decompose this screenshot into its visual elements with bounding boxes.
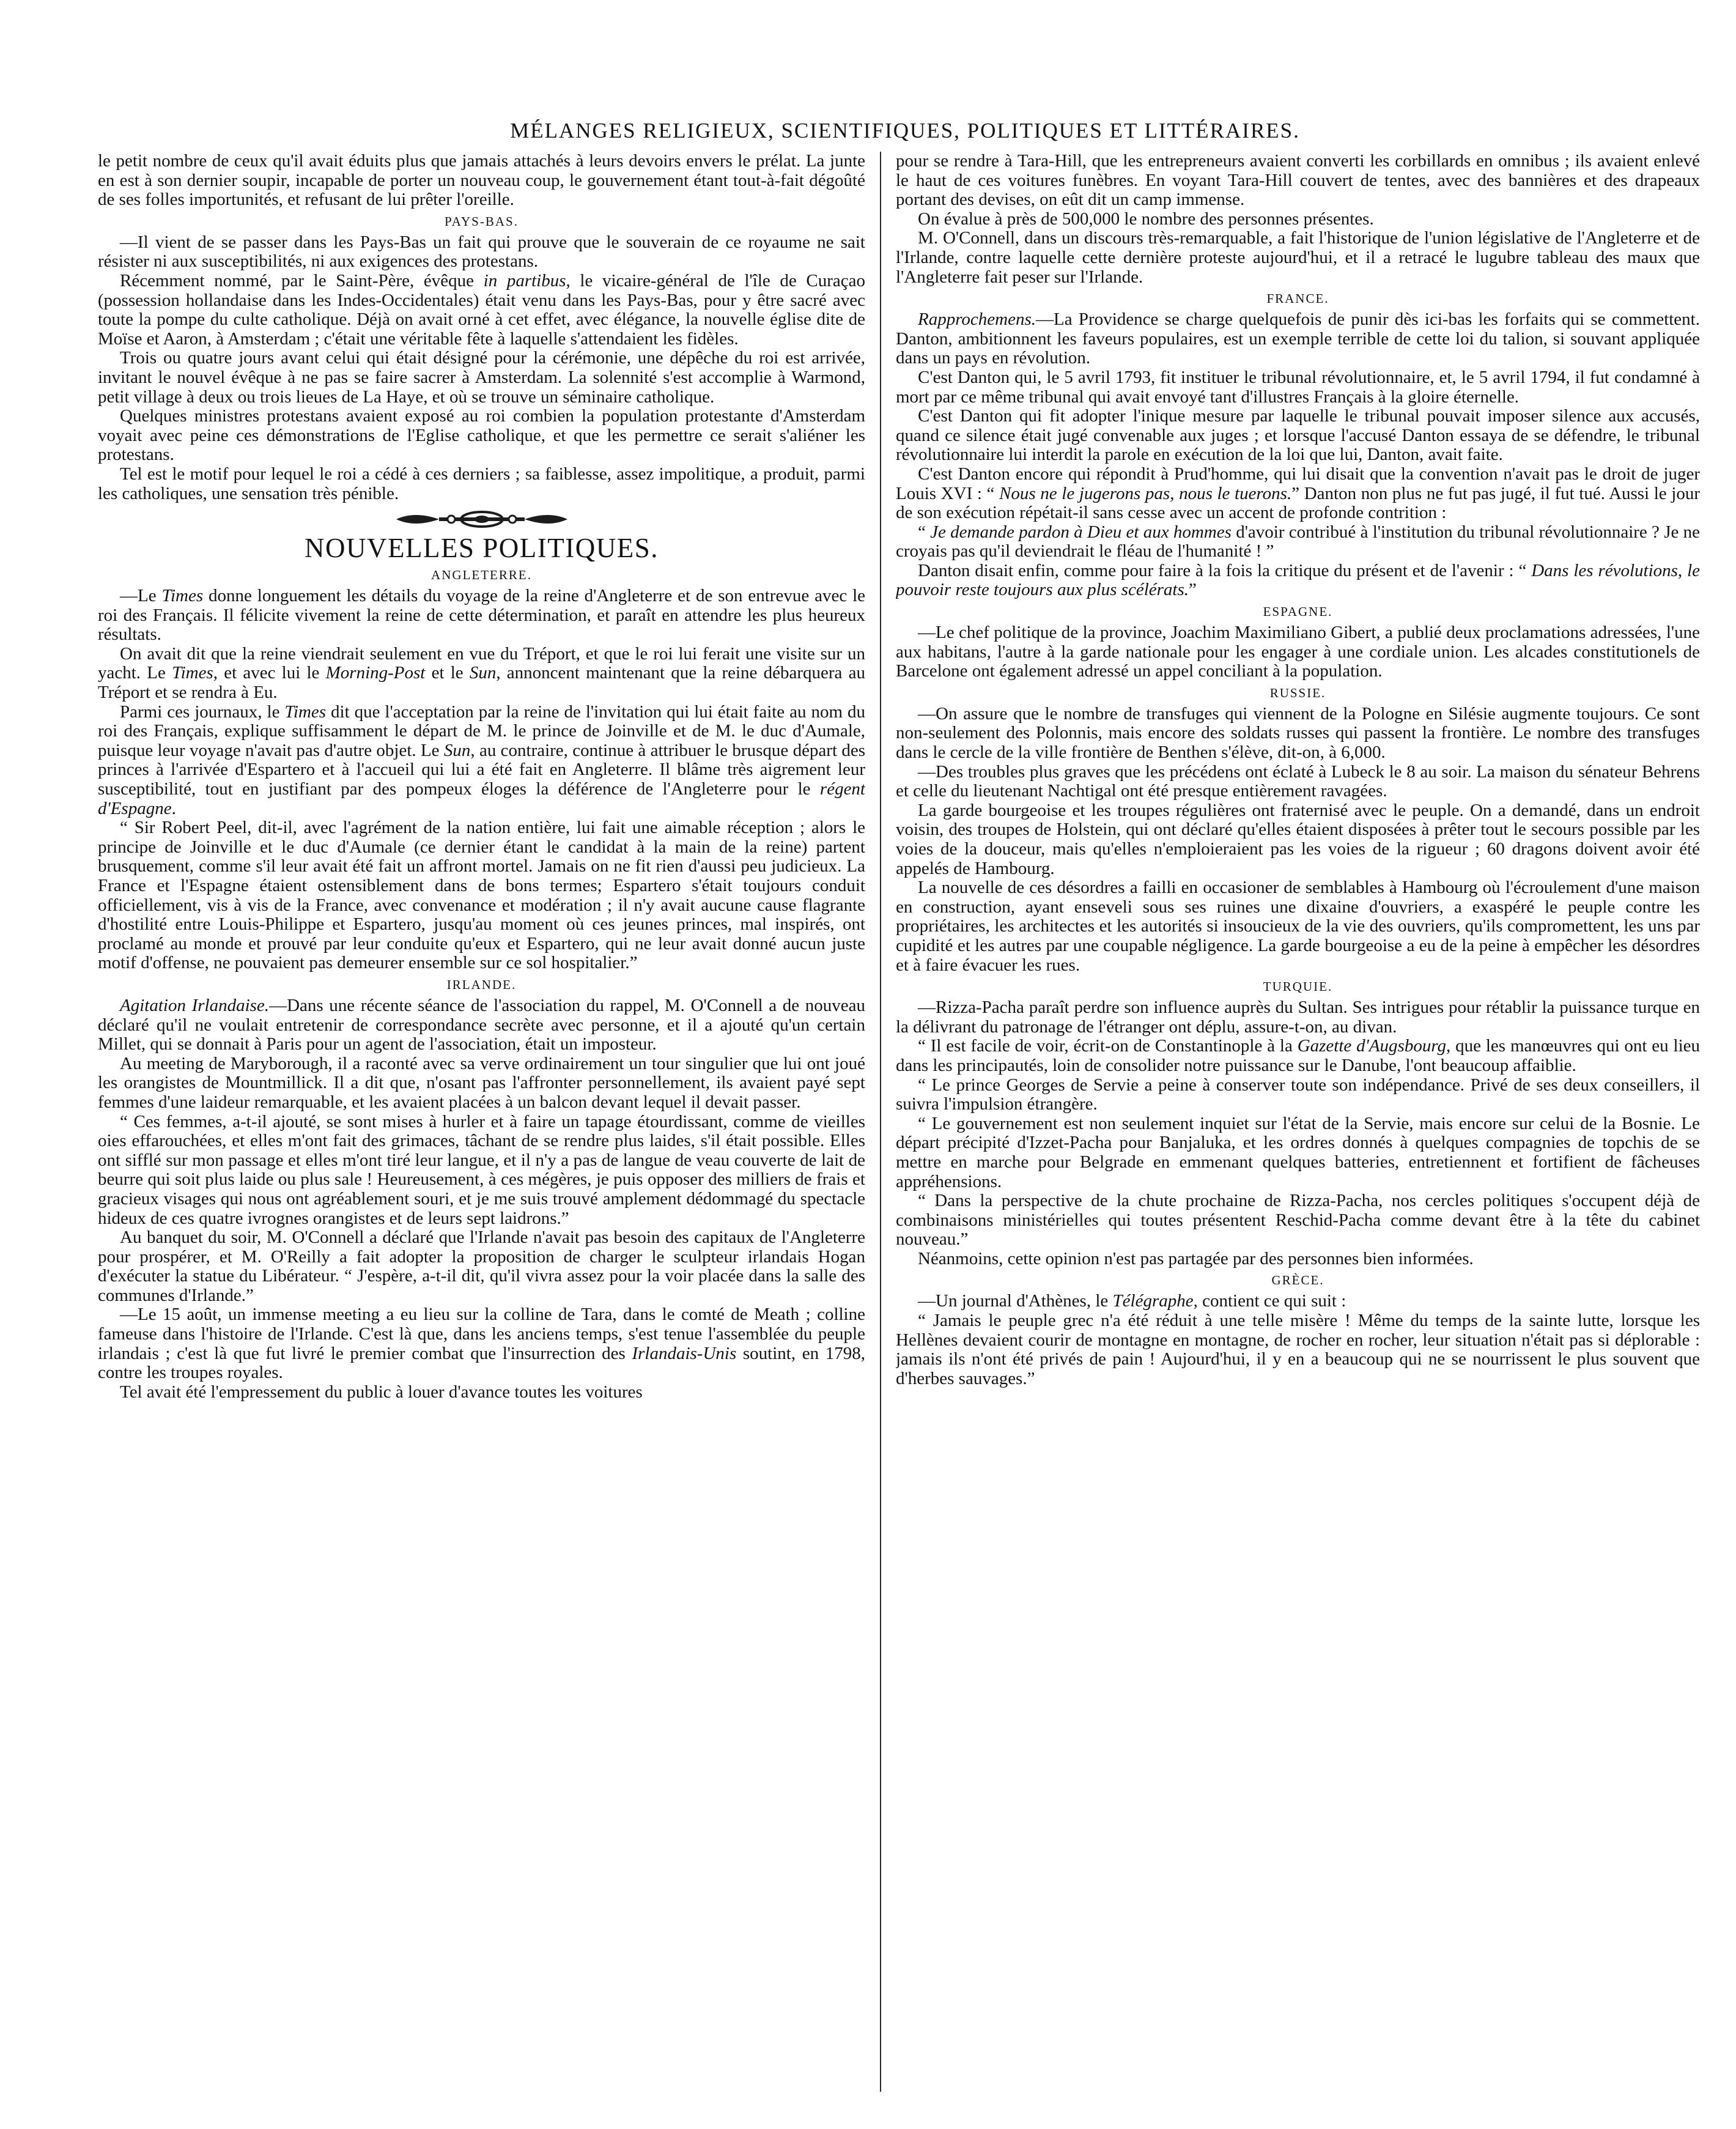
pays-bas-paragraph: —Il vient de se passer dans les Pays-Bas un fait qui prouve que le souverain de ce royaume ne sait résister ni aux susceptibilités, ni aux exigences des protestans. xyxy=(98,232,865,272)
france-paragraph xyxy=(896,465,1700,523)
italic-text: Irlandais-Unis xyxy=(632,1343,737,1363)
text-run: “ Il est facile de voir, écrit-on de Constantinople à la xyxy=(918,1036,1298,1056)
angleterre-paragraph xyxy=(98,703,865,819)
text-run: , au contraire, continue à attribuer le brusque départ des princes à l'arrivée d'Espartero et à l'accueil qui lui a été fait en Angleterre. Il blâme très aigrement leur susceptibilité, tout en justifiant par des pompeux éloges la déférence de l'Angleterre pour le xyxy=(98,740,865,799)
text-run: soutint, en 1798, contre les troupes royales. xyxy=(98,1343,865,1383)
russie-paragraph: —Des troubles plus graves que les précédens ont éclaté à Lubeck le 8 au soir. La maison du sénateur Behrens et celle du lieutenant Nachtigal ont été presque entièrement ravagées. xyxy=(896,761,1700,801)
text-run: Parmi ces journaux, le xyxy=(120,702,285,722)
espagne-paragraph: —Le chef politique de la province, Joachim Maximiliano Gibert, a publié deux proclamations adressées, l'une aux habitans, l'autre à la garde nationale pour les engager à une cordiale union. Les alcades constitutionels de Barcelone ont également adressé un appel conciliant à la population. xyxy=(896,623,1700,681)
page-header: MÉLANGES RELIGIEUX, SCIENTIFIQUES, POLITIQUES ET LITTÉRAIRES. xyxy=(510,119,1300,143)
pays-bas-paragraph: Trois ou quatre jours avant celui qui était désigné pour la cérémonie, une dépêche du roi est arrivée, invitant le nouvel évêque à ne pas se faire sacrer à Amsterdam. La solennité s'est accomplie à Warmond, petit village à deux ou trois lieues de La Haye, et où se trouve un séminaire catholique. xyxy=(98,348,865,407)
pays-bas-paragraph: Tel est le motif pour lequel le roi a cédé à ces derniers ; sa faiblesse, assez impolitique, a produit, parmi les catholiques, une sensation très pénible. xyxy=(98,464,865,503)
russie-paragraph: —On assure que le nombre de transfuges qui viennent de la Pologne en Silésie augmente toujours. Ce sont non-seulement des Polonnis, mais encore des soldats russes qui passent la frontière. Le nombre des transfuges dans le cercle de la ville frontière de Benthen s'élève, dit-on, à 6,000. xyxy=(896,703,1700,763)
italic-text: Je demande pardon à Dieu et aux hommes xyxy=(930,522,1232,542)
angleterre-paragraph xyxy=(98,645,865,703)
italic-text: Gazette d'Augsbourg xyxy=(1297,1036,1447,1056)
turquie-quote: “ Le prince Georges de Servie a peine à conserver toute son indépendance. Privé de ses deux conseillers, il suivra l'impulsion étrangère. xyxy=(896,1075,1700,1114)
italic-text: Morning-Post xyxy=(325,663,426,683)
italic-text: Sun xyxy=(469,663,497,683)
text-run: , que les manœuvres qui ont eu lieu dans les principautés, loin de consolider notre puissance sur le Danube, l'ont beaucoup affaiblie. xyxy=(896,1036,1700,1075)
continued-paragraph: pour se rendre à Tara-Hill, que les entrepreneurs avaient converti les corbillards en omnibus ; ils avaient enlevé le haut de ces voitures funèbres. En voyant Tara-Hill couvert de tentes, avec des bannières et des drapeaux portant des devises, on eût dit un camp immense. xyxy=(896,152,1700,210)
columns xyxy=(98,152,1700,2097)
russie-paragraph: La garde bourgeoise et les troupes régulières ont fraternisé avec le peuple. On a demandé, dans un endroit voisin, des troupes de Holstein, qui ont déclaré qu'elles étaient disposées à prêter tout le secours possible par les voies de la douceur, mais qu'elles n'emploieraient pas les voies de la rigueur ; 60 dragons doivent avoir été appelés de Hambourg. xyxy=(896,800,1700,878)
section-heading-turquie: TURQUIE. xyxy=(1263,979,1333,994)
grece-paragraph xyxy=(896,1292,1700,1311)
text-run: . xyxy=(171,798,176,818)
text-run: dit que l'acceptation par la reine de l'invitation qui lui était faite au nom du roi des Français, explique suffisamment le départ de M. le prince de Joinville et de M. le duc d'Aumale, puisque leur voyage n'avait pas d'autre objet. Le xyxy=(98,702,865,760)
italic-text: régent d'Espagne xyxy=(98,779,865,818)
turquie-quote: “ Dans la perspective de la chute prochaine de Rizza-Pacha, nos cercles politiques s'occupent déjà de combinaisons ministérielles qui toutes présentent Reschid-Pacha comme devant être à la tête du cabinet nouveau.” xyxy=(896,1191,1700,1250)
text-run: On avait dit que la reine viendrait seulement en vue du Tréport, et que le roi lui ferait une visite sur un yacht. Le xyxy=(98,643,865,683)
turquie-paragraph: Néanmoins, cette opinion n'est pas partagée par des personnes bien informées. xyxy=(918,1248,1474,1268)
text-run: , contient ce qui suit : xyxy=(1193,1291,1346,1311)
nouvelles-politiques-title: NOUVELLES POLITIQUES. xyxy=(305,533,659,564)
section-heading-angleterre: ANGLETERRE. xyxy=(431,568,532,583)
france-paragraph: C'est Danton qui fit adopter l'inique mesure par laquelle le tribunal pouvait imposer silence aux accusés, quand ce silence était jugé convenable aux juges ; et lorsque l'accusé Danton essaya de se défendre, le tribunal révolutionnaire lui interdit la parole en exécution de la loi que lui, Danton, avait faite. xyxy=(896,406,1700,465)
text-run: d'avoir contribué à l'institution du tribunal révolutionnaire ? Je ne croyais pas qu'il deviendrait le fléau de l'humanité ! ” xyxy=(896,522,1700,561)
right-column xyxy=(896,152,1700,2097)
section-heading-grece: GRÈCE. xyxy=(1271,1273,1324,1288)
text-run: C'est Danton encore qui répondit à Prud'homme, qui lui disait que la convention n'avait pas le droit de juger Louis XVI : “ xyxy=(896,464,1700,503)
angleterre-paragraph xyxy=(98,587,865,645)
italic-text: Times xyxy=(172,663,213,683)
text-run: —Dans une récente séance de l'association du rappel, M. O'Connell a de nouveau déclaré qu'il ne voulait entretenir de correspondance secrète avec personne, et il a ajouté qu'un certain Millet, qui se donnait à Paris pour un agent de l'association, était un imposteur. xyxy=(98,995,865,1054)
column-divider xyxy=(880,152,881,2092)
irlande-paragraph: Tel avait été l'empressement du public à louer d'avance toutes les voitures xyxy=(120,1382,643,1402)
france-paragraph xyxy=(896,310,1700,368)
italic-text: Times xyxy=(284,702,327,722)
france-paragraph: C'est Danton qui, le 5 avril 1793, fit instituer le tribunal révolutionnaire, et, le 5 avril 1794, il fut condamné à mort par ce même tribunal qui avait envoyé tant d'illustres Français à la gloire éternelle. xyxy=(896,367,1700,407)
irlande-paragraph: M. O'Connell, dans un discours très-remarquable, a fait l'historique de l'union législative de l'Angleterre et de l'Irlande, contre laquelle cette dernière proteste aujourd'hui, et il a retracé le lugubre tableau des maux que l'Angleterre fait peser sur l'Irlande. xyxy=(896,228,1700,287)
italic-text: Dans les révolutions, le pouvoir reste toujours aux plus scélérats. xyxy=(896,560,1700,600)
text-run: “ xyxy=(918,522,931,542)
text-run: ” Danton non plus ne fut pas jugé, il fut tué. Aussi le jour de son exécution répétait-il sans cesse avec un accent de profonde contrition : xyxy=(896,483,1700,523)
russie-paragraph: La nouvelle de ces désordres a failli en occasioner de semblables à Hambourg où l'écroulement d'une maison en construction, ayant enseveli sous ses ruines une dixaine d'ouvriers, a exaspéré le peuple contre les propriétaires, les architectes et les autorités si insoucieux de la vie des ouvriers, qu'ils compromettent, les uns par cupidité et les autres par une coupable négligence. La garde bourgeoise a eu de la peine à empêcher les désordres et à faire évacuer les rues. xyxy=(896,878,1700,975)
turquie-quote xyxy=(896,1037,1700,1075)
turquie-paragraph: —Rizza-Pacha paraît perdre son influence auprès du Sultan. Ses intrigues pour rétablir la puissance turque en la délivrant du patronage de l'étranger ont déplu, assure-t-on, au divan. xyxy=(896,998,1700,1037)
section-heading-russie: RUSSIE. xyxy=(1269,685,1326,700)
italic-text: in partibus xyxy=(483,270,566,291)
section-heading-pays-bas: PAYS-BAS. xyxy=(445,213,519,229)
text-run: —Le xyxy=(120,586,162,606)
section-heading-espagne: ESPAGNE. xyxy=(1263,604,1333,620)
italic-text: Times xyxy=(161,586,204,606)
france-quote xyxy=(896,523,1700,561)
pays-bas-paragraph: Quelques ministres protestans avaient exposé au roi combien la population protestante d'Amsterdam voyait avec peine ces démonstrations de l'Eglise catholique, et que les permettre ce serait s'aliéner les protestans. xyxy=(98,406,865,465)
text-run: —Un journal d'Athènes, le xyxy=(918,1291,1113,1311)
text-run: , annoncent maintenant que la reine débarquera au Tréport et se rendra à Eu. xyxy=(98,663,865,703)
italic-text: Télégraphe xyxy=(1112,1291,1194,1311)
section-heading-france: FRANCE. xyxy=(1266,291,1329,306)
ornament-divider xyxy=(98,508,865,533)
text-run: ” xyxy=(1189,580,1197,600)
irlande-paragraph xyxy=(98,996,865,1054)
text-run: , le vicaire-général de l'île de Curaçao (possession hollandaise dans les Indes-Occidentales) était venu dans les Pays-Bas, pour y être sacré avec toute la pompe du culte catholique. Déjà on avait orné à cet effet, avec élégance, la nouvelle église dite de Moïse et Aaron, à Amsterdam ; c'était une véritable fête à laquelle s'attendaient les fidèles. xyxy=(98,270,865,349)
italic-text: Nous ne le jugerons pas, nous le tuerons. xyxy=(999,483,1292,503)
irlande-paragraph xyxy=(98,1305,865,1382)
irlande-quote: “ Ces femmes, a-t-il ajouté, se sont mises à hurler et à faire un tapage étourdissant, comme de vieilles oies effarouchées, et elles m'ont fait des grimaces, tâchant de se rendre plus laides, s'il était possible. Elles ont sifflé sur mon passage et elles m'ont tiré leur langue, et il n'y a pas de langue de veau couverte de lait de beurre qui soit plus laide ou plus sale ! Heureusement, à ces mégères, je puis opposer des milliers de frais et gracieux visages qui nous ont agréablement souri, et je me suis trouvé amplement dédommagé du spectacle hideux de ces quatre ivrognes orangistes et de leurs sept laidrons.” xyxy=(98,1111,865,1228)
irlande-paragraph: On évalue à près de 500,000 le nombre des personnes présentes. xyxy=(918,209,1374,229)
text-run: —Le 15 août, un immense meeting a eu lieu sur la colline de Tara, dans le comté de Meath ; colline fameuse dans l'histoire de l'Irlande. C'est là que, dans les anciens temps, s'est tenue l'assemblée du peuple irlandais ; c'est là que fut livré le premier combat que l'insurrection des xyxy=(98,1305,865,1363)
grece-quote: “ Jamais le peuple grec n'a été réduit à une telle misère ! Même du temps de la sainte lutte, lorsque les Hellènes devaient courir de montagne en montagne, de rocher en rocher, leur situation n'était pas si déplorable : jamais ils n'ont été privés de pain ! Aujourd'hui, il y en a beaucoup qui ne se nourrissent le plus souvent que d'herbes sauvages.” xyxy=(896,1311,1700,1388)
irlande-paragraph: Au banquet du soir, M. O'Connell a déclaré que l'Irlande n'avait pas besoin des capitaux de l'Angleterre pour prospérer, et M. O'Reilly a fait adopter la proposition de charger le sculpteur irlandais Hogan d'exécuter la statue du Libérateur. “ J'espère, a-t-il dit, qu'il vivra assez pour la voir placée dans la salle des communes d'Irlande.” xyxy=(98,1227,865,1305)
left-column xyxy=(98,152,865,2097)
irlande-paragraph: Au meeting de Maryborough, il a raconté avec sa verve ordinairement un tour singulier que lui ont joué les orangistes de Mountmillick. Il a dit que, n'osant pas l'affronter personnellement, ils avaient payé sept femmes d'une laideur remarquable, et les avaient placées à un balcon devant lequel il devait passer. xyxy=(98,1053,865,1112)
angleterre-quote: “ Sir Robert Peel, dit-il, avec l'agrément de la nation entière, lui fait une aimable réception ; alors le principe de Joinville et le duc d'Aumale (ce dernier étant le candidat à la main de la reine) partent brusquement, comme s'il leur avait été fait un affront mortel. Jamais on ne fit rien d'aussi peu judicieux. La France et l'Espagne étaient ostensiblement dans de bons termes; Espartero s'était toujours conduit officiellement, vis à vis de la France, avec convenance et modération ; il n'y avait aucune cause flagrante d'hostilité entre Louis-Philippe et Espartero, jusqu'au moment où ces jeunes princes, mal inspirés, ont proclamé au monde et prouvé par leur conduite qu'eux et Espartero, qui ne leur avait donné aucun juste motif d'offense, ne pouvaient pas demeurer ensemble sur ce sol hospitalier.” xyxy=(98,818,865,973)
pays-bas-paragraph xyxy=(98,272,865,349)
text-run: , et avec lui le xyxy=(213,663,326,683)
newspaper-page xyxy=(98,115,1700,2097)
section-heading-irlande: IRLANDE. xyxy=(446,977,517,992)
continued-paragraph: le petit nombre de ceux qu'il avait éduits plus que jamais attachés à leurs devoirs envers le prélat. La junte en est à son dernier soupir, incapable de porter un nouveau coup, le gouvernement étant tout-à-fait dégoûté de ses folles importunités, et refusant de lui prêter l'oreille. xyxy=(98,152,865,210)
italic-text: Rapprochemens. xyxy=(918,309,1036,330)
italic-text: Sun xyxy=(443,740,471,760)
turquie-quote: “ Le gouvernement est non seulement inquiet sur l'état de la Servie, mais encore sur celui de la Bosnie. Le départ précipité d'Izzet-Pacha pour Banjaluka, et les ordres donnés à quelques compagnies de topchis de se mettre en marche pour Belgrade en emmenant quelques batteries, entretiennent et fortifient de fâcheuses appréhensions. xyxy=(896,1113,1700,1191)
text-run: Danton disait enfin, comme pour faire à la fois la critique du présent et de l'avenir : “ xyxy=(918,560,1532,580)
italic-text: Agitation Irlandaise. xyxy=(120,995,270,1015)
text-run: donne longuement les détails du voyage de la reine d'Angleterre et de son entrevue avec le roi des Français. Il félicite vivement la reine de cette détermination, et paraît en attendre les plus heureux résultats. xyxy=(98,586,865,645)
france-paragraph xyxy=(896,561,1700,600)
text-run: et le xyxy=(425,663,470,683)
text-run: —La Providence se charge quelquefois de punir dès ici-bas les forfaits qui se commettent. Danton, ambitionnent les faveurs populaires, est un exemple terrible de cette loi du talion, si souvant appliquée dans un pays en révolution. xyxy=(896,309,1700,368)
text-run: Récemment nommé, par le Saint-Père, évêque xyxy=(120,270,484,291)
